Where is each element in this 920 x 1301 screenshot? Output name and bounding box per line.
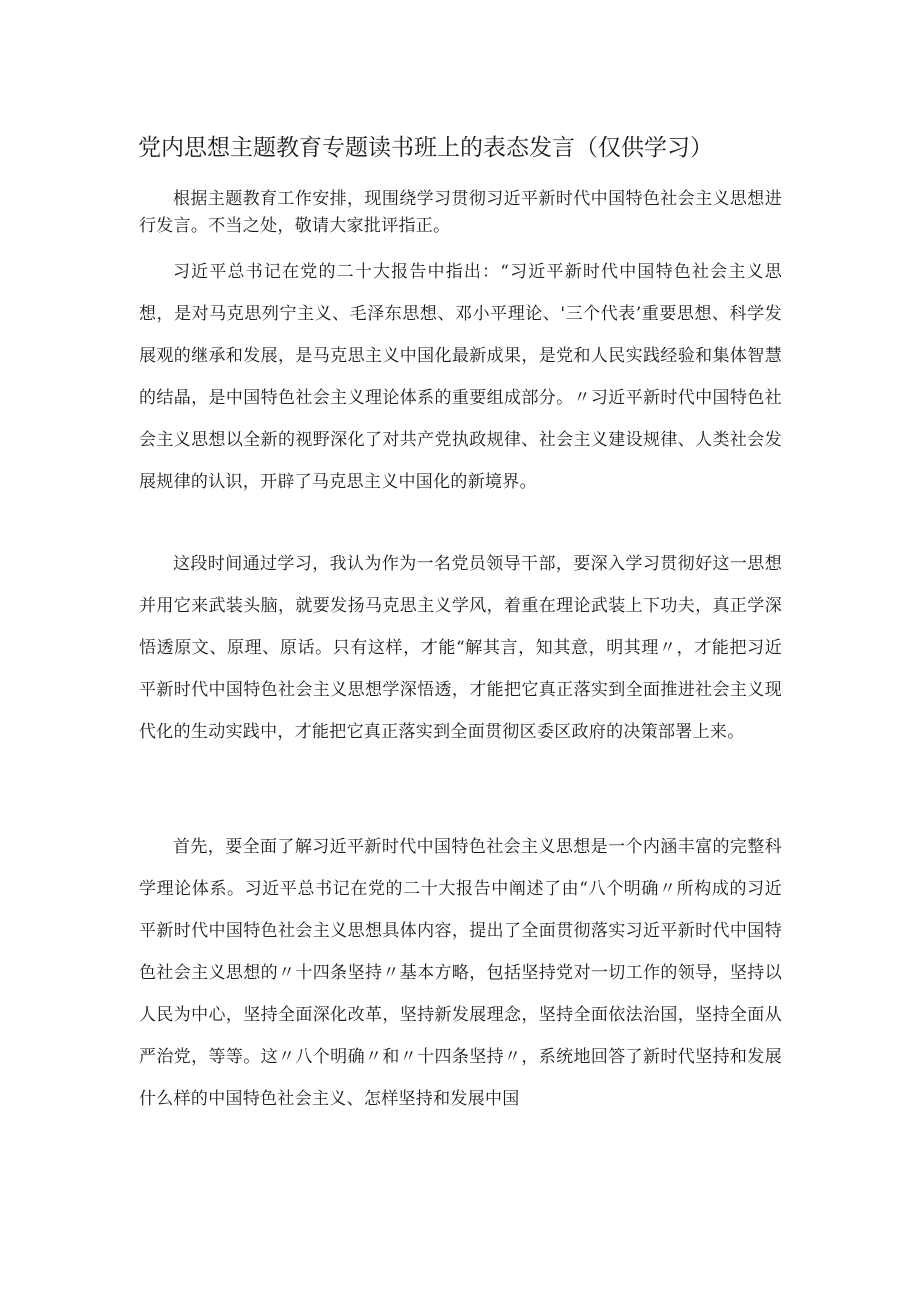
document-title: 党内思想主题教育专题读书班上的表态发言（仅供学习） [138, 135, 713, 161]
paragraph-study-reflection: 这段时间通过学习，我认为作为一名党员领导干部，要深入学习贯彻好这一思想并用它来武装头脑，就要发扬马克思主义学风，着重在理论武装上下功夫，真正学深悟透原文、原理、原话。只有这样，才能“解其言，知其意，明其理〃，才能把习近平新时代中国特色社会主义思想学深悟透，才能把它真正落实到全面推进社会主义现代化的生动实践中，才能把它真正落实到全面贯彻区委区政府的决策部署上来。 [139, 554, 782, 742]
paragraph-intro: 根据主题教育工作安排，现围绕学习贯彻习近平新时代中国特色社会主义思想进行发言。不当之处，敬请大家批评指正。 [139, 189, 782, 236]
paragraph-first-point: 首先，要全面了解习近平新时代中国特色社会主义思想是一个内涵丰富的完整科学理论体系。习近平总书记在党的二十大报告中阐述了由“八个明确〃所构成的习近平新时代中国特色社会主义思想具体内容，提出了全面贯彻落实习近平新时代中国特色社会主义思想的〃十四条坚持〃基本方略，包括坚持党对一切工作的领导，坚持以人民为中心，坚持全面深化改革，坚持新发展理念，坚持全面依法治国，坚持全面从严治党，等等。这〃八个明确〃和〃十四条坚持〃，系统地回答了新时代坚持和发展什么样的中国特色社会主义、怎样坚持和发展中国 [139, 837, 782, 1109]
paragraph-report-quote: 习近平总书记在党的二十大报告中指出：“习近平新时代中国特色社会主义思想，是对马克思列宁主义、毛泽东思想、邓小平理论、'三个代表’重要思想、科学发展观的继承和发展，是马克思主义中国化最新成果，是党和人民实践经验和集体智慧的结晶，是中国特色社会主义理论体系的重要组成部分。〃习近平新时代中国特色社会主义思想以全新的视野深化了对共产党执政规律、社会主义建设规律、人类社会发展规律的认识，开辟了马克思主义中国化的新境界。 [139, 262, 782, 492]
